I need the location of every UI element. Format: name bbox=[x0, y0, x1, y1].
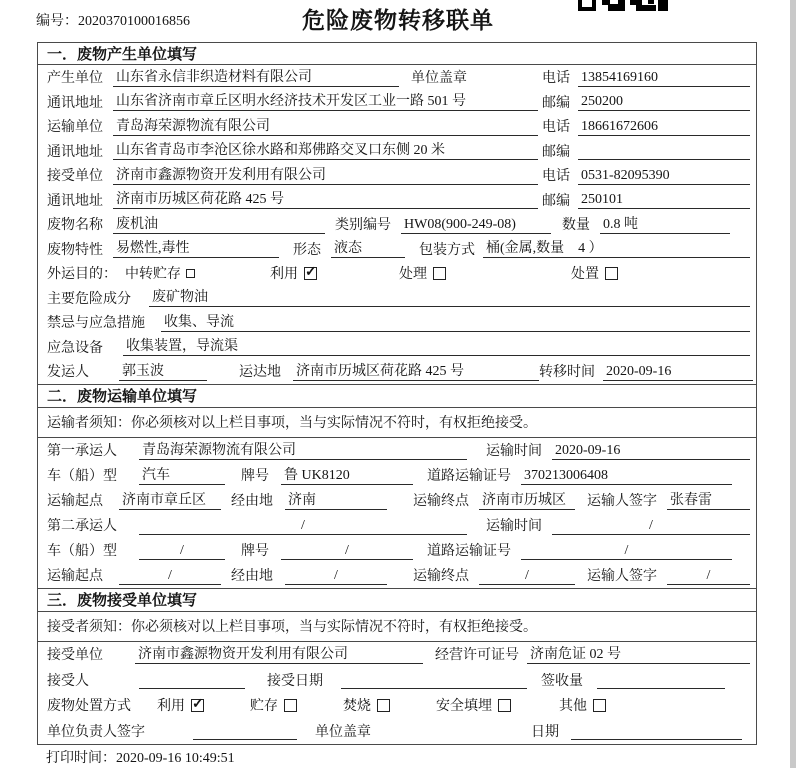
packing-value: 桶(金属,数量 4 ） bbox=[483, 239, 750, 258]
scan-edge-shadow bbox=[790, 0, 796, 768]
disposal-label: 废物处置方式 bbox=[47, 699, 131, 715]
field-route2 bbox=[38, 563, 756, 588]
responsible-sign-label: 单位负责人签字 bbox=[47, 724, 145, 740]
producer-addr-value: 山东省济南市章丘区明水经济技术开发区工业一路 501 号 bbox=[113, 92, 538, 111]
transporter-tel-value: 18661672606 bbox=[578, 117, 750, 136]
section1-header: 一．废物产生单位填写 bbox=[38, 43, 756, 65]
vehicle2-value: / bbox=[139, 541, 225, 560]
route2-start-label: 运输起点 bbox=[47, 569, 103, 584]
purpose-option-treat-label: 处理 bbox=[399, 267, 427, 283]
field-carrier2 bbox=[38, 513, 756, 538]
receipt-qty-label: 签收量 bbox=[541, 673, 583, 689]
section3-header: 三．废物接受单位填写 bbox=[38, 588, 756, 612]
producer-addr-label: 通讯地址 bbox=[47, 95, 103, 111]
disposal-option-use-label: 利用 bbox=[157, 699, 185, 715]
plate1-value: 鲁 UK8120 bbox=[281, 466, 413, 485]
waste-form-value: 液态 bbox=[331, 239, 405, 258]
waste-name-value: 废机油 bbox=[113, 215, 325, 234]
field-accept-person bbox=[38, 667, 756, 693]
sign-date-value bbox=[571, 721, 742, 740]
route2-via-value: / bbox=[285, 566, 387, 585]
destination-label: 运达地 bbox=[239, 365, 281, 381]
transporter-zip-value bbox=[578, 141, 750, 160]
purpose-label: 外运目的： bbox=[47, 267, 117, 283]
route1-via-label: 经由地 bbox=[231, 494, 273, 509]
producer-tel-value: 13854169160 bbox=[578, 68, 750, 87]
receiver-zip-value: 250101 bbox=[578, 190, 750, 209]
field-emergency-equipment bbox=[38, 335, 756, 360]
waste-qty-value: 0.8 吨 bbox=[600, 215, 730, 234]
producer-zip-value: 250200 bbox=[578, 92, 750, 111]
purpose-option-dispose-label: 处置 bbox=[571, 267, 599, 283]
license-label: 经营许可证号 bbox=[435, 648, 519, 664]
route2-start-value: / bbox=[119, 566, 221, 585]
transfer-form-table bbox=[37, 42, 757, 745]
field-hazard-component bbox=[38, 286, 756, 311]
receiver-addr-value: 济南市历城区荷花路 425 号 bbox=[113, 190, 538, 209]
destination-value: 济南市历城区荷花路 425 号 bbox=[293, 362, 539, 381]
doc-number-value: 2020370100016856 bbox=[78, 14, 190, 29]
section2-body bbox=[38, 438, 756, 588]
emergency-value: 收集、导流 bbox=[161, 313, 750, 332]
receiver-tel-value: 0531-82095390 bbox=[578, 166, 750, 185]
producer-label: 产生单位 bbox=[47, 71, 103, 87]
carrier1-time-value: 2020-09-16 bbox=[552, 441, 750, 460]
vehicle2-label: 车（船）型 bbox=[47, 544, 117, 559]
field-waste-character bbox=[38, 237, 756, 262]
field-emergency-measures bbox=[38, 310, 756, 335]
dispatcher-value: 郭玉波 bbox=[119, 362, 207, 381]
receipt-qty-value bbox=[597, 670, 725, 689]
disposal-option-landfill-label: 安全填埋 bbox=[436, 699, 492, 715]
field-receiver bbox=[38, 163, 756, 188]
carrier2-value: / bbox=[139, 516, 467, 535]
accept-unit-label: 接受单位 bbox=[47, 648, 103, 664]
field-producer-address bbox=[38, 90, 756, 115]
checkbox-dispose bbox=[605, 267, 618, 280]
checkbox-treat bbox=[433, 267, 446, 280]
checkbox-use-mark: ✓ bbox=[305, 264, 317, 280]
field-transporter bbox=[38, 114, 756, 139]
field-producer bbox=[38, 65, 756, 90]
route1-sign-value: 张春雷 bbox=[667, 491, 750, 510]
permit2-value: / bbox=[521, 541, 732, 560]
transporter-addr-value: 山东省青岛市李沧区徐水路和郑佛路交叉口东侧 20 米 bbox=[113, 141, 538, 160]
accept-date-value bbox=[341, 670, 527, 689]
accept-date-label: 接受日期 bbox=[267, 673, 323, 689]
checkbox-disposal-use bbox=[191, 696, 204, 712]
checkbox-disposal-store bbox=[284, 699, 297, 712]
route2-via-label: 经由地 bbox=[231, 569, 273, 584]
route2-end-label: 运输终点 bbox=[413, 569, 469, 584]
route1-via-value: 济南 bbox=[285, 491, 387, 510]
transporter-value: 青岛海荣源物流有限公司 bbox=[113, 117, 538, 136]
license-value: 济南危证 02 号 bbox=[527, 645, 750, 664]
field-disposal-method bbox=[38, 693, 756, 719]
route1-end-value: 济南市历城区 bbox=[479, 491, 575, 510]
receiver-value: 济南市鑫源物资开发利用有限公司 bbox=[113, 166, 538, 185]
route1-start-value: 济南市章丘区 bbox=[119, 491, 221, 510]
packing-label: 包装方式 bbox=[419, 242, 475, 258]
transfer-time-value: 2020-09-16 bbox=[603, 362, 753, 381]
checkbox-disposal-use-mark: ✓ bbox=[192, 696, 204, 712]
field-receiver-address bbox=[38, 188, 756, 213]
transporter-label: 运输单位 bbox=[47, 120, 103, 136]
waste-char-value: 易燃性,毒性 bbox=[113, 239, 279, 258]
field-responsible-sign bbox=[38, 718, 756, 744]
route2-end-value: / bbox=[479, 566, 575, 585]
plate2-label: 牌号 bbox=[241, 544, 269, 559]
plate1-label: 牌号 bbox=[241, 469, 269, 484]
field-route1 bbox=[38, 488, 756, 513]
checkbox-disposal-burn bbox=[377, 699, 390, 712]
receiver-zip-label: 邮编 bbox=[542, 193, 570, 209]
disposal-option-store-label: 贮存 bbox=[250, 699, 278, 715]
field-vehicle1 bbox=[38, 463, 756, 488]
section3-body bbox=[38, 642, 756, 744]
print-time-label: 打印时间： bbox=[46, 751, 116, 766]
permit2-label: 道路运输证号 bbox=[427, 544, 511, 559]
waste-char-label: 废物特性 bbox=[47, 242, 103, 258]
disposal-option-burn-label: 焚烧 bbox=[343, 699, 371, 715]
checkbox-use bbox=[304, 264, 317, 280]
dispatcher-label: 发运人 bbox=[47, 365, 89, 381]
hazard-value: 废矿物油 bbox=[149, 288, 750, 307]
carrier2-label: 第二承运人 bbox=[47, 519, 117, 534]
transporter-addr-label: 通讯地址 bbox=[47, 144, 103, 160]
producer-zip-label: 邮编 bbox=[542, 95, 570, 111]
carrier1-time-label: 运输时间 bbox=[486, 444, 542, 459]
field-carrier1 bbox=[38, 438, 756, 463]
field-vehicle2 bbox=[38, 538, 756, 563]
print-time-value: 2020-09-16 10:49:51 bbox=[116, 751, 235, 766]
checkbox-disposal-other bbox=[593, 699, 606, 712]
qr-code-fragment-icon bbox=[578, 0, 668, 17]
purpose-option-use-label: 利用 bbox=[270, 267, 298, 283]
producer-tel-label: 电话 bbox=[542, 71, 570, 87]
section2-notice: 运输者须知：你必须核对以上栏目事项，当与实际情况不符时，有权拒绝接受。 bbox=[38, 408, 756, 438]
field-dispatcher bbox=[38, 359, 756, 384]
seal-label: 单位盖章 bbox=[411, 71, 467, 87]
receiver-label: 接受单位 bbox=[47, 169, 103, 185]
transporter-zip-label: 邮编 bbox=[542, 144, 570, 160]
route1-sign-label: 运输人签字 bbox=[587, 494, 657, 509]
transporter-tel-label: 电话 bbox=[542, 120, 570, 136]
unit-seal-label: 单位盖章 bbox=[315, 724, 371, 740]
responsible-sign-value bbox=[193, 721, 297, 740]
section1-body bbox=[38, 65, 756, 384]
field-outbound-purpose bbox=[38, 261, 756, 286]
checkbox-disposal-landfill bbox=[498, 699, 511, 712]
permit1-value: 370213006408 bbox=[521, 466, 732, 485]
route2-sign-label: 运输人签字 bbox=[587, 569, 657, 584]
waste-name-label: 废物名称 bbox=[47, 218, 103, 234]
receiver-addr-label: 通讯地址 bbox=[47, 193, 103, 209]
hazard-label: 主要危险成分 bbox=[47, 291, 131, 307]
carrier1-value: 青岛海荣源物流有限公司 bbox=[139, 441, 467, 460]
field-transporter-address bbox=[38, 139, 756, 164]
accept-unit-value: 济南市鑫源物资开发利用有限公司 bbox=[135, 645, 423, 664]
equipment-label: 应急设备 bbox=[47, 340, 103, 356]
purpose-option-transfer-label: 中转贮存 bbox=[125, 267, 181, 283]
doc-number-label: 编号： bbox=[36, 14, 78, 29]
waste-form-label: 形态 bbox=[293, 242, 321, 258]
emergency-label: 禁忌与应急措施 bbox=[47, 316, 145, 332]
section2-header: 二．废物运输单位填写 bbox=[38, 384, 756, 408]
print-time bbox=[46, 747, 235, 767]
accept-person-label: 接受人 bbox=[47, 673, 89, 689]
carrier2-time-value: / bbox=[552, 516, 750, 535]
route1-end-label: 运输终点 bbox=[413, 494, 469, 509]
carrier1-label: 第一承运人 bbox=[47, 444, 117, 459]
vehicle1-label: 车（船）型 bbox=[47, 469, 117, 484]
vehicle1-value: 汽车 bbox=[139, 466, 225, 485]
route1-start-label: 运输起点 bbox=[47, 494, 103, 509]
waste-qty-label: 数量 bbox=[562, 218, 590, 234]
transfer-time-label: 转移时间 bbox=[539, 365, 595, 381]
waste-category-value: HW08(900-249-08) bbox=[401, 215, 551, 234]
sign-date-label: 日期 bbox=[531, 724, 559, 740]
field-accept-unit bbox=[38, 642, 756, 668]
producer-value: 山东省永信非织造材料有限公司 bbox=[113, 68, 399, 87]
page-title: 危险废物转移联单 bbox=[302, 8, 494, 33]
disposal-option-other-label: 其他 bbox=[559, 699, 587, 715]
checkbox-transfer-storage bbox=[186, 269, 195, 278]
equipment-value: 收集装置，导流渠 bbox=[123, 337, 750, 356]
receiver-tel-label: 电话 bbox=[542, 169, 570, 185]
accept-person-value bbox=[139, 670, 245, 689]
carrier2-time-label: 运输时间 bbox=[486, 519, 542, 534]
route2-sign-value: / bbox=[667, 566, 750, 585]
waste-category-label: 类别编号 bbox=[335, 218, 391, 234]
permit1-label: 道路运输证号 bbox=[427, 469, 511, 484]
field-waste-name bbox=[38, 212, 756, 237]
plate2-value: / bbox=[281, 541, 413, 560]
section3-notice: 接受者须知：你必须核对以上栏目事项，当与实际情况不符时，有权拒绝接受。 bbox=[38, 612, 756, 642]
